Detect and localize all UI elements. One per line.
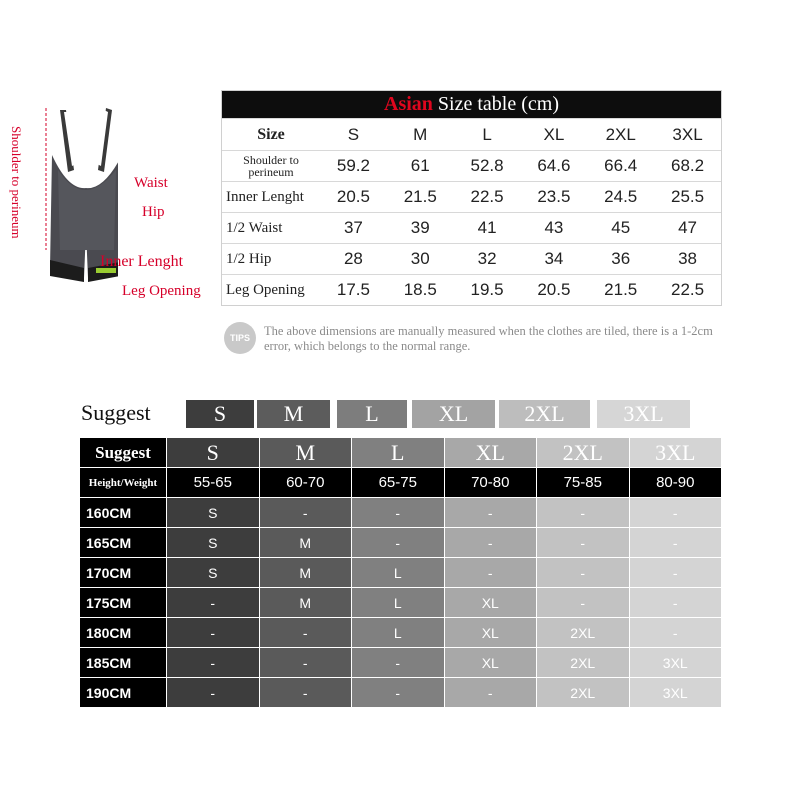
grid-cell: - bbox=[629, 588, 722, 617]
grid-cell: - bbox=[351, 528, 444, 557]
size-cell: 24.5 bbox=[604, 187, 638, 206]
grid-cell: - bbox=[259, 618, 352, 647]
weight-range: 60-70 bbox=[259, 468, 352, 497]
size-header-row bbox=[222, 118, 721, 150]
grid-cell: 3XL bbox=[629, 648, 722, 677]
grid-size-header: L bbox=[351, 438, 444, 467]
height-label: 180CM bbox=[80, 618, 166, 647]
grid-header-row bbox=[80, 438, 721, 468]
grid-cell: - bbox=[444, 528, 537, 557]
size-row-shoulder bbox=[222, 150, 721, 181]
inner-length-label: Inner Lenght bbox=[100, 253, 184, 270]
grid-cell: 2XL bbox=[536, 618, 629, 647]
size-cell: 41 bbox=[477, 218, 497, 237]
grid-cell: M bbox=[259, 558, 352, 587]
grid-cell: - bbox=[444, 498, 537, 527]
grid-cell: - bbox=[166, 588, 259, 617]
height-weight-label: Height/Weight bbox=[80, 468, 166, 497]
size-cell: 19.5 bbox=[470, 280, 504, 299]
size-cell: 30 bbox=[410, 249, 430, 268]
title-asian: Asian bbox=[384, 93, 433, 115]
size-cell: 25.5 bbox=[671, 187, 705, 206]
size-cell: 21.5 bbox=[403, 187, 437, 206]
grid-cell: L bbox=[351, 588, 444, 617]
size-table-title bbox=[222, 91, 721, 118]
size-row-inner-length bbox=[222, 181, 721, 212]
row-label: 1/2 Hip bbox=[226, 250, 272, 267]
size-row-half-waist bbox=[222, 212, 721, 243]
grid-header-label: Suggest bbox=[80, 438, 166, 467]
grid-cell: - bbox=[536, 588, 629, 617]
grid-size-header: 2XL bbox=[536, 438, 629, 467]
size-cell: 61 bbox=[410, 156, 430, 175]
suggest-swatch-xl: XL bbox=[412, 400, 495, 428]
size-cell: 22.5 bbox=[671, 280, 705, 299]
grid-cell: S bbox=[166, 528, 259, 557]
grid-cell: L bbox=[351, 618, 444, 647]
weight-range: 65-75 bbox=[351, 468, 444, 497]
grid-row-175 bbox=[80, 588, 721, 618]
size-header-cell: 3XL bbox=[672, 124, 703, 144]
size-header-cell: M bbox=[413, 124, 428, 144]
height-label: 160CM bbox=[80, 498, 166, 527]
weight-range: 80-90 bbox=[629, 468, 722, 497]
grid-row-160 bbox=[80, 498, 721, 528]
grid-cell: - bbox=[166, 648, 259, 677]
size-header-cell: S bbox=[347, 124, 360, 144]
waist-label: Waist bbox=[134, 175, 168, 191]
size-cell: 17.5 bbox=[336, 280, 370, 299]
grid-cell: S bbox=[166, 558, 259, 587]
size-cell: 37 bbox=[343, 218, 363, 237]
grid-row-165 bbox=[80, 528, 721, 558]
grid-cell: - bbox=[629, 528, 722, 557]
grid-cell: 3XL bbox=[629, 678, 722, 707]
grid-cell: - bbox=[259, 498, 352, 527]
grid-row-190 bbox=[80, 678, 721, 708]
suggest-swatch-m: M bbox=[257, 400, 330, 428]
size-cell: 38 bbox=[678, 249, 698, 268]
size-cell: 68.2 bbox=[671, 156, 705, 175]
hip-label: Hip bbox=[142, 204, 165, 220]
suggest-label: Suggest bbox=[81, 400, 151, 425]
size-cell: 28 bbox=[343, 249, 363, 268]
size-cell: 23.5 bbox=[537, 187, 571, 206]
row-label: 1/2 Waist bbox=[226, 219, 283, 236]
size-cell: 18.5 bbox=[403, 280, 437, 299]
grid-cell: XL bbox=[444, 588, 537, 617]
grid-cell: - bbox=[259, 648, 352, 677]
grid-cell: 2XL bbox=[536, 648, 629, 677]
bib-shorts-diagram bbox=[9, 100, 218, 310]
height-label: 170CM bbox=[80, 558, 166, 587]
weight-range: 55-65 bbox=[166, 468, 259, 497]
grid-cell: - bbox=[536, 498, 629, 527]
size-header-cell: XL bbox=[543, 124, 565, 144]
grid-row-180 bbox=[80, 618, 721, 648]
grid-cell: M bbox=[259, 588, 352, 617]
size-header-cell: L bbox=[482, 124, 492, 144]
grid-cell: - bbox=[351, 648, 444, 677]
grid-cell: - bbox=[351, 678, 444, 707]
height-label: 185CM bbox=[80, 648, 166, 677]
tips-icon: TIPS bbox=[224, 322, 256, 354]
size-cell: 52.8 bbox=[470, 156, 504, 175]
height-label: 165CM bbox=[80, 528, 166, 557]
shoulder-label: Shoulder to perineum bbox=[9, 126, 24, 239]
size-cell: 66.4 bbox=[604, 156, 638, 175]
size-cell: 22.5 bbox=[470, 187, 504, 206]
grid-size-header: M bbox=[259, 438, 352, 467]
suggest-swatch-l: L bbox=[337, 400, 407, 428]
grid-cell: 2XL bbox=[536, 678, 629, 707]
size-cell: 39 bbox=[410, 218, 430, 237]
height-label: 190CM bbox=[80, 678, 166, 707]
grid-row-170 bbox=[80, 558, 721, 588]
grid-cell: - bbox=[166, 678, 259, 707]
grid-cell: M bbox=[259, 528, 352, 557]
grid-cell: - bbox=[536, 558, 629, 587]
grid-cell: - bbox=[629, 558, 722, 587]
grid-cell: - bbox=[259, 678, 352, 707]
size-cell: 59.2 bbox=[336, 156, 370, 175]
grid-cell: - bbox=[444, 558, 537, 587]
size-cell: 47 bbox=[678, 218, 698, 237]
grid-cell: - bbox=[166, 618, 259, 647]
grid-cell: XL bbox=[444, 648, 537, 677]
grid-cell: S bbox=[166, 498, 259, 527]
tips-text: The above dimensions are manually measured when the clothes are tiled, there is a 1-2cm error, which belongs to the normal range. bbox=[264, 324, 713, 353]
size-cell: 21.5 bbox=[604, 280, 638, 299]
size-header-cell: 2XL bbox=[605, 124, 636, 144]
size-cell: 34 bbox=[544, 249, 564, 268]
grid-size-header: 3XL bbox=[629, 438, 722, 467]
row-label: Leg Opening bbox=[226, 281, 305, 298]
grid-row-185 bbox=[80, 648, 721, 678]
suggest-swatch-s: S bbox=[186, 400, 254, 428]
grid-cell: - bbox=[629, 618, 722, 647]
row-label: Inner Lenght bbox=[226, 188, 304, 205]
suggest-swatch-3xl: 3XL bbox=[597, 400, 690, 428]
grid-size-header: XL bbox=[444, 438, 537, 467]
weight-range: 75-85 bbox=[536, 468, 629, 497]
size-header-label: Size bbox=[257, 125, 285, 143]
grid-cell: - bbox=[444, 678, 537, 707]
weight-range: 70-80 bbox=[444, 468, 537, 497]
size-cell: 36 bbox=[611, 249, 631, 268]
size-cell: 64.6 bbox=[537, 156, 571, 175]
size-cell: 43 bbox=[544, 218, 564, 237]
size-cell: 20.5 bbox=[537, 280, 571, 299]
size-row-half-hip bbox=[222, 243, 721, 274]
grid-cell: - bbox=[351, 498, 444, 527]
size-cell: 45 bbox=[611, 218, 631, 237]
grid-size-header: S bbox=[166, 438, 259, 467]
grid-cell: XL bbox=[444, 618, 537, 647]
grid-cell: - bbox=[629, 498, 722, 527]
asian-size-table bbox=[221, 90, 722, 306]
size-cell: 20.5 bbox=[336, 187, 370, 206]
size-cell: 32 bbox=[477, 249, 497, 268]
grid-cell: L bbox=[351, 558, 444, 587]
leg-opening-label: Leg Opening bbox=[122, 283, 201, 299]
suggest-swatch-2xl: 2XL bbox=[499, 400, 590, 428]
size-row-leg-opening bbox=[222, 274, 721, 305]
row-label: Shoulder to perineum bbox=[243, 153, 299, 179]
grid-weight-row bbox=[80, 468, 721, 498]
title-rest: Size table (cm) bbox=[432, 93, 559, 115]
grid-cell: - bbox=[536, 528, 629, 557]
height-label: 175CM bbox=[80, 588, 166, 617]
suggest-grid bbox=[80, 438, 721, 708]
